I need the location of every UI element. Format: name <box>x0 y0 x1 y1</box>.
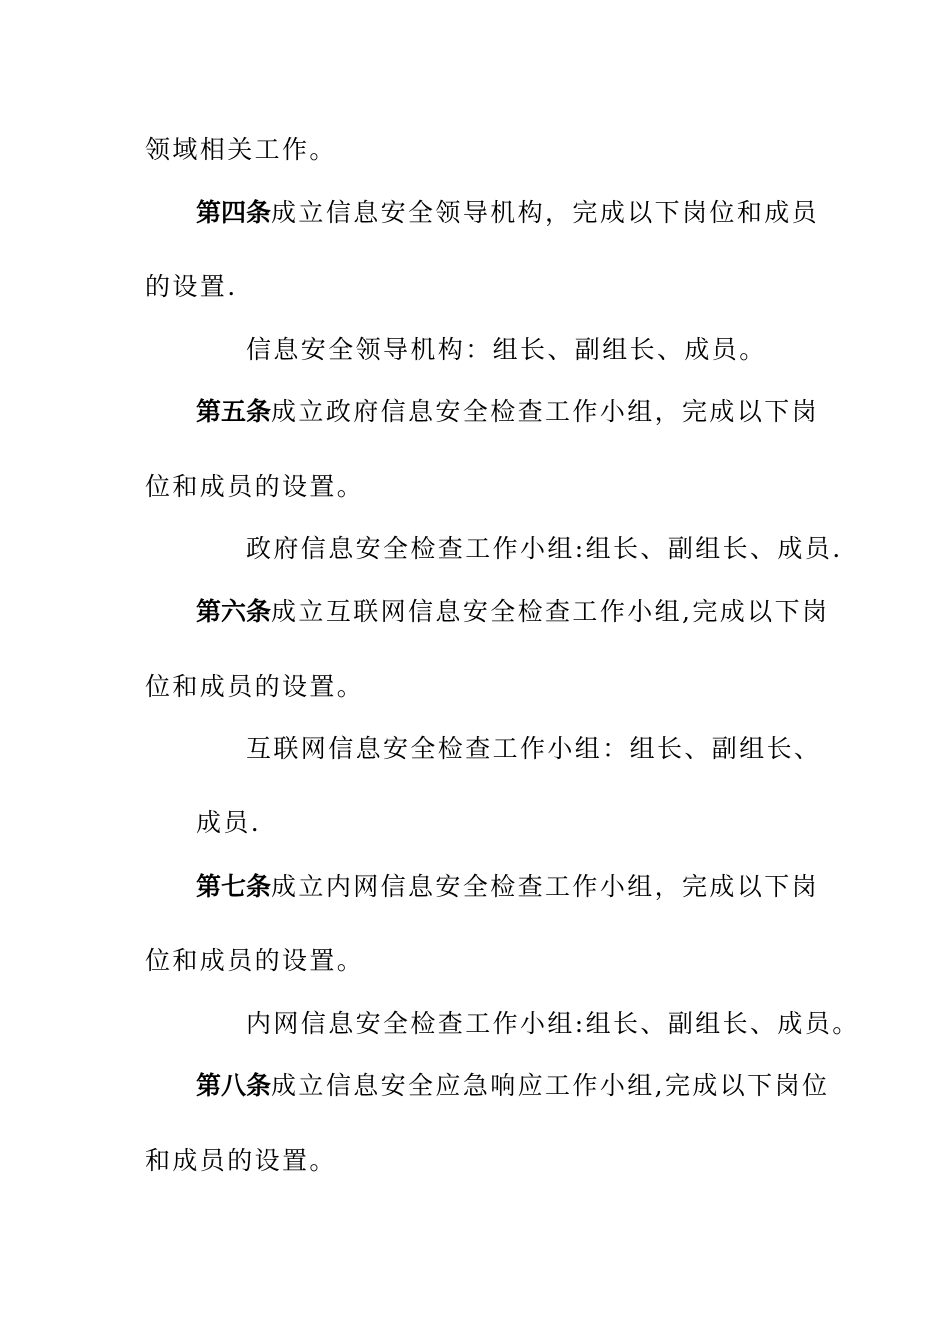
article-4-detail: 信息安全领导机构：组长、副组长、成员。 <box>246 335 767 364</box>
article-5-continuation: 位和成员的设置。 <box>145 472 365 501</box>
article-7-first-line <box>196 872 819 902</box>
article-8-continuation: 和成员的设置。 <box>145 1146 337 1175</box>
article-6-first-line <box>196 597 829 627</box>
article-8-number: 第八条 <box>196 1071 272 1100</box>
article-5-number: 第五条 <box>196 397 272 426</box>
article-4-number: 第四条 <box>196 198 272 227</box>
intro-line: 领域相关工作。 <box>145 135 337 164</box>
article-6-continuation: 位和成员的设置。 <box>145 672 365 701</box>
article-5-first-line <box>196 397 819 427</box>
article-5-detail: 政府信息安全检查工作小组:组长、副组长、成员. <box>246 534 843 563</box>
article-6-text: 成立互联网信息安全检查工作小组,完成以下岗 <box>271 597 830 626</box>
article-8-text: 成立信息安全应急响应工作小组,完成以下岗位 <box>271 1071 830 1100</box>
article-4-first-line <box>196 198 819 228</box>
article-5-text: 成立政府信息安全检查工作小组，完成以下岗 <box>271 397 820 426</box>
article-4-text: 成立信息安全领导机构，完成以下岗位和成员 <box>271 198 820 227</box>
article-8-first-line <box>196 1071 829 1101</box>
article-4-continuation: 的设置. <box>145 272 238 301</box>
article-6-detail-continuation: 成员. <box>196 808 262 837</box>
article-6-detail: 互联网信息安全检查工作小组：组长、副组长、 <box>246 734 822 763</box>
article-7-text: 成立内网信息安全检查工作小组，完成以下岗 <box>271 872 820 901</box>
article-7-continuation: 位和成员的设置。 <box>145 946 365 975</box>
article-7-detail: 内网信息安全检查工作小组:组长、副组长、成员。 <box>246 1009 860 1038</box>
article-7-number: 第七条 <box>196 872 272 901</box>
article-6-number: 第六条 <box>196 597 272 626</box>
